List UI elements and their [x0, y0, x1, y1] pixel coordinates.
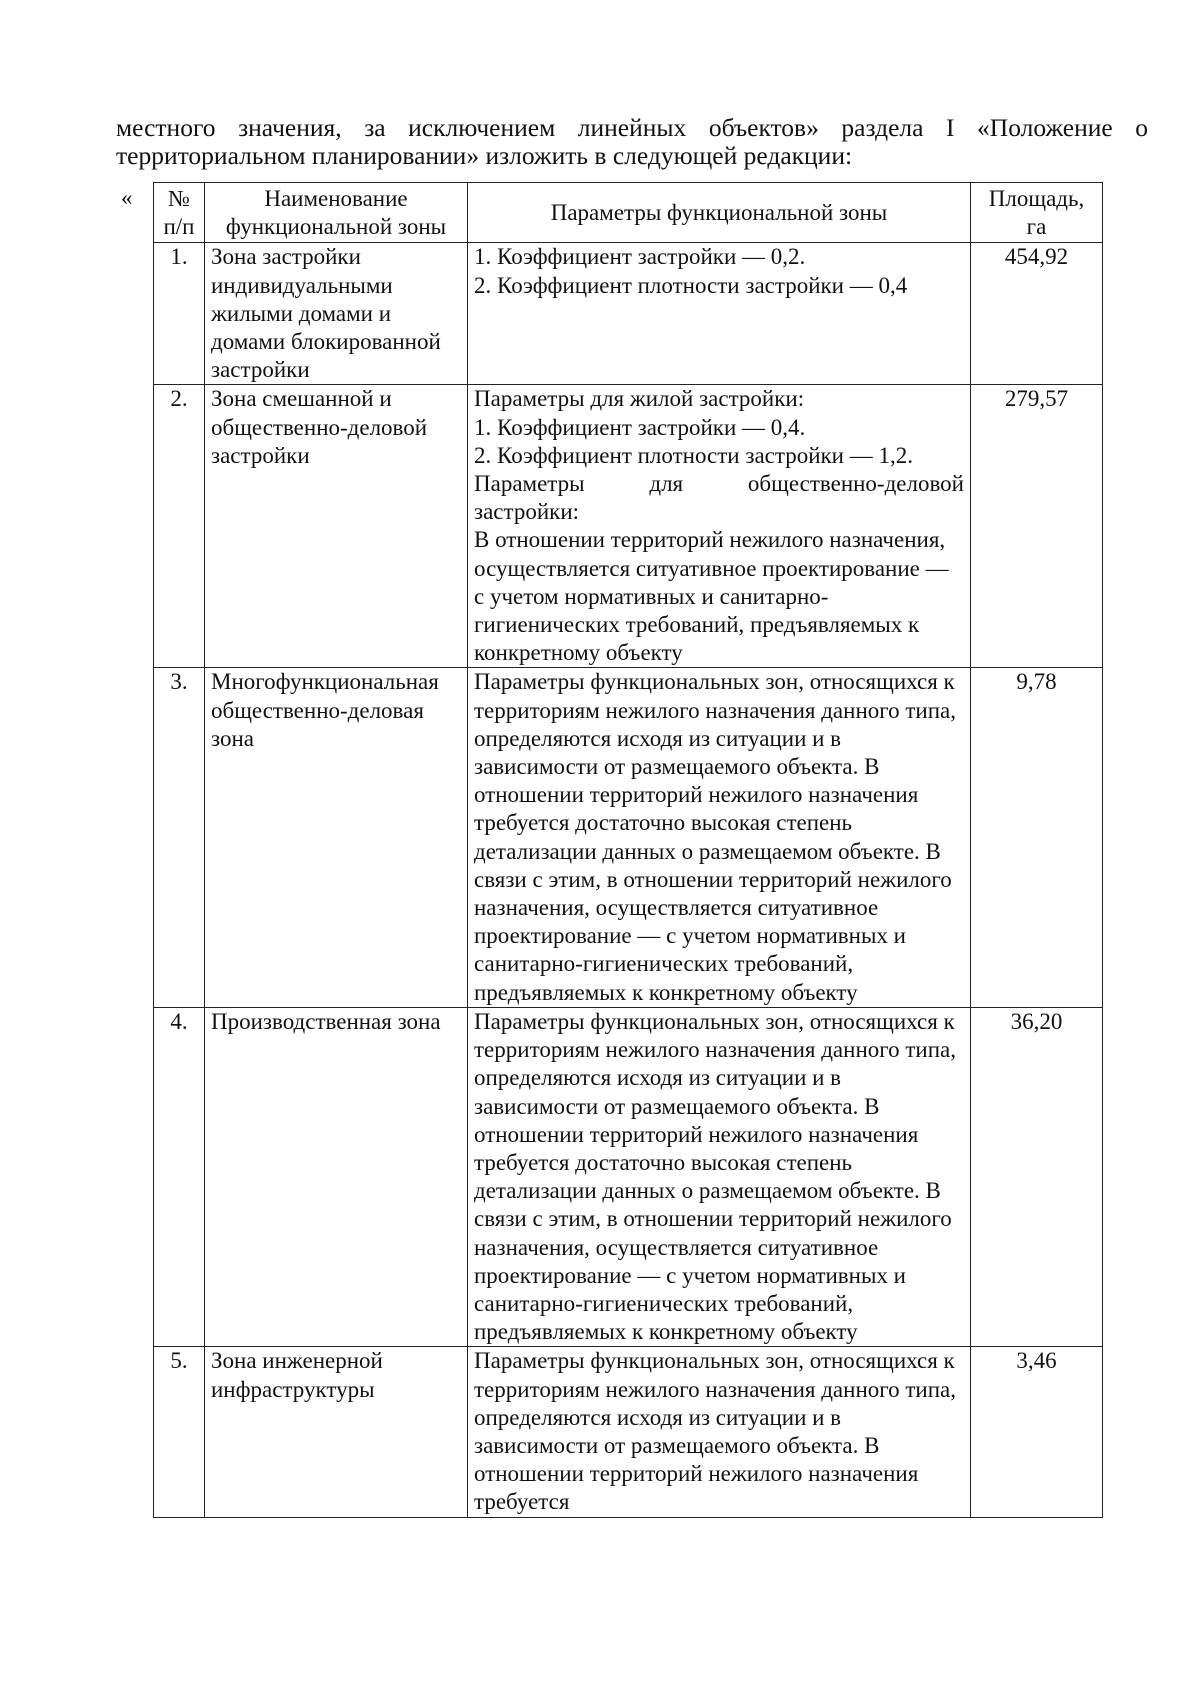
- header-number: № п/п: [154, 183, 205, 243]
- parameter-line: Параметры функциональных зон, относящихся к территориям нежилого назначения данного типа, определяются исходя из ситуации и в зависимости от размещаемого объекта. В отношении территорий нежилого назначения требуется достаточно высокая степень детализации данных о размещаемом объекте. В связи с этим, в отношении территорий нежилого назначения, осуществляется ситуативное проектирование — с учетом нормативных и санитарно-гигиенических требований, предъявляемых к конкретному объекту: [474, 1008, 957, 1345]
- table-row: [154, 668, 1103, 1007]
- row-number: 4.: [154, 1007, 205, 1346]
- intro-line-1: местного значения, за исключением линейных объектов» раздела I «Положение о: [116, 113, 1148, 142]
- table-row: [154, 385, 1103, 668]
- zone-parameters: [468, 1347, 971, 1517]
- parameter-line: Параметры для общественно-деловой: [474, 471, 964, 497]
- zone-name: Производственная зона: [205, 1007, 468, 1346]
- table-row: [154, 1347, 1103, 1517]
- zone-parameters: [468, 243, 971, 385]
- table-row: [154, 243, 1103, 385]
- zone-name: Многофункциональная общественно-деловая зона: [205, 668, 468, 1007]
- zone-area: 9,78: [971, 668, 1103, 1007]
- zone-area: 279,57: [971, 385, 1103, 668]
- zone-name: Зона смешанной и общественно-деловой застройки: [205, 385, 468, 668]
- zone-parameters: [468, 668, 971, 1007]
- functional-zones-table: [153, 182, 1103, 1518]
- zone-area: 3,46: [971, 1347, 1103, 1517]
- row-number: 1.: [154, 243, 205, 385]
- zone-name: Зона инженерной инфраструктуры: [205, 1347, 468, 1517]
- intro-paragraph: [116, 114, 1148, 170]
- zone-parameters: [468, 385, 971, 668]
- parameter-line: Параметры для жилой застройки:: [474, 386, 805, 412]
- parameter-line: 1. Коэффициент застройки — 0,4.: [474, 414, 806, 440]
- parameter-line: застройки:: [474, 499, 580, 525]
- parameter-line: 1. Коэффициент застройки — 0,2.: [474, 244, 806, 270]
- zone-name: Зона застройки индивидуальными жилыми домами и домами блокированной застройки: [205, 243, 468, 385]
- zone-parameters: [468, 1007, 971, 1346]
- header-zone-parameters: Параметры функциональной зоны: [468, 183, 971, 243]
- parameter-line: В отношении территорий нежилого назначения, осуществляется ситуативное проектирование — с учетом нормативных и санитарно-гигиенических требований, предъявляемых к конкретному объекту: [474, 527, 949, 666]
- table-row: [154, 1007, 1103, 1346]
- parameter-line: 2. Коэффициент плотности застройки — 1,2.: [474, 442, 913, 468]
- parameter-line: Параметры функциональных зон, относящихся к территориям нежилого назначения данного типа, определяются исходя из ситуации и в зависимости от размещаемого объекта. В отношении территорий нежилого назначения требуется: [474, 1348, 957, 1515]
- parameter-line: Параметры функциональных зон, относящихся к территориям нежилого назначения данного типа, определяются исходя из ситуации и в зависимости от размещаемого объекта. В отношении территорий нежилого назначения требуется достаточно высокая степень детализации данных о размещаемом объекте. В связи с этим, в отношении территорий нежилого назначения, осуществляется ситуативное проектирование — с учетом нормативных и санитарно-гигиенических требований, предъявляемых к конкретному объекту: [474, 669, 957, 1005]
- row-number: 2.: [154, 385, 205, 668]
- table-header-row: [154, 183, 1103, 243]
- intro-line-2: территориальном планировании» изложить в следующей редакции:: [116, 141, 853, 170]
- zone-area: 36,20: [971, 1007, 1103, 1346]
- header-zone-name: Наименование функциональной зоны: [205, 183, 468, 243]
- row-number: 3.: [154, 668, 205, 1007]
- row-number: 5.: [154, 1347, 205, 1517]
- header-area: Площадь, га: [971, 183, 1103, 243]
- zone-area: 454,92: [971, 243, 1103, 385]
- parameter-line: 2. Коэффициент плотности застройки — 0,4: [474, 272, 908, 298]
- opening-quote-mark: «: [121, 185, 133, 210]
